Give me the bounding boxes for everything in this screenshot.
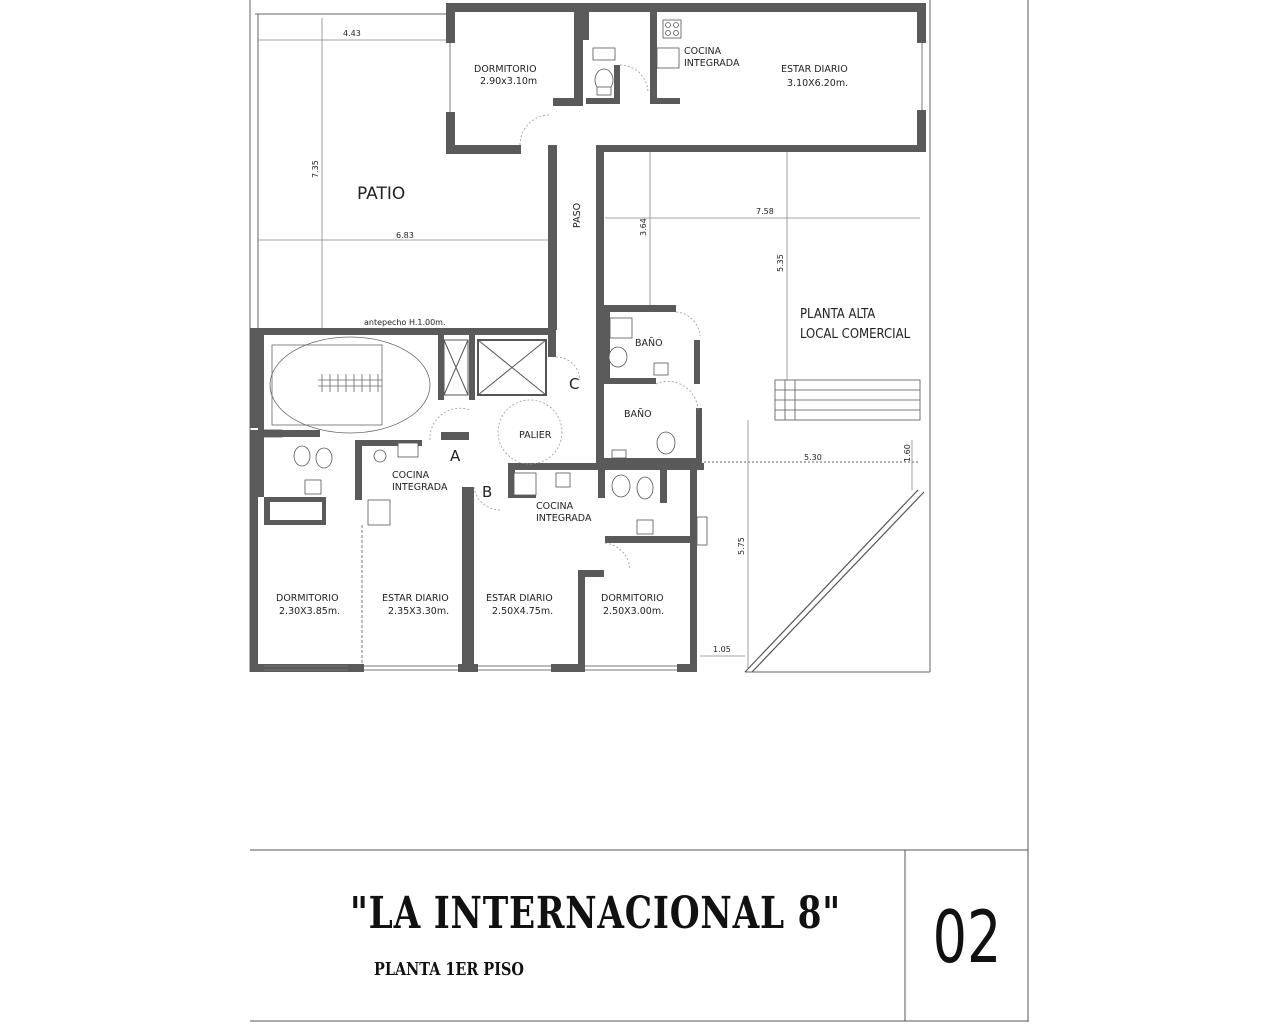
title-block (250, 852, 906, 1022)
cocina-top-line1: COCINA (684, 46, 722, 57)
dim-758: 7.58 (756, 207, 774, 216)
bano-2-label: BAÑO (624, 409, 652, 420)
dim-530: 5.30 (804, 453, 822, 462)
cocina-top-line2: INTEGRADA (684, 58, 740, 69)
staircase (270, 337, 430, 433)
unit-a-letter: A (450, 447, 461, 465)
patio-label: PATIO (357, 184, 406, 204)
plan-subtitle: PLANTA 1ER PISO (374, 959, 524, 980)
estar-top-size: 3.10X6.20m. (787, 78, 849, 89)
dim-575: 5.75 (737, 537, 746, 555)
estar-b-name: ESTAR DIARIO (486, 593, 553, 604)
dorm-b-size: 2.50X3.00m. (603, 606, 665, 617)
dim-364: 3.64 (639, 218, 648, 236)
dorm-a-size: 2.30X3.85m. (279, 606, 341, 617)
dorm-b-name: DORMITORIO (601, 593, 664, 604)
elevator (444, 340, 546, 395)
sheet-number: 02 (932, 895, 1002, 979)
dim-160: 1.60 (903, 444, 912, 462)
estar-a-name: ESTAR DIARIO (382, 593, 449, 604)
unit-c-letter: C (569, 375, 580, 393)
dim-535: 5.35 (776, 254, 785, 272)
dim-683: 6.83 (396, 231, 414, 240)
cocina-a-line1: COCINA (392, 470, 430, 481)
estar-b-size: 2.50X4.75m. (492, 606, 554, 617)
cocina-a-line2: INTEGRADA (392, 482, 448, 493)
dorm-a-name: DORMITORIO (276, 593, 339, 604)
bano-1-label: BAÑO (635, 338, 663, 349)
local-line2: LOCAL COMERCIAL (800, 327, 911, 342)
dim-443: 4.43 (343, 29, 361, 38)
paso-label: PASO (572, 202, 583, 228)
antepecho-note: antepecho H.1.00m. (364, 318, 446, 327)
unit-b-letter: B (482, 483, 493, 501)
palier-label: PALIER (519, 430, 552, 441)
local-line1: PLANTA ALTA (800, 307, 876, 322)
estar-a-size: 2.35X3.30m. (388, 606, 450, 617)
estar-top-name: ESTAR DIARIO (781, 64, 848, 75)
dorm-top-size: 2.90x3.10m (480, 76, 538, 87)
dim-735: 7.35 (311, 160, 320, 178)
dorm-top-name: DORMITORIO (474, 64, 537, 75)
project-title: "LA INTERNACIONAL 8" (350, 888, 841, 939)
cocina-b-line2: INTEGRADA (536, 513, 592, 524)
cocina-b-line1: COCINA (536, 501, 574, 512)
commercial-stair (745, 380, 924, 672)
dim-105: 1.05 (713, 645, 731, 654)
